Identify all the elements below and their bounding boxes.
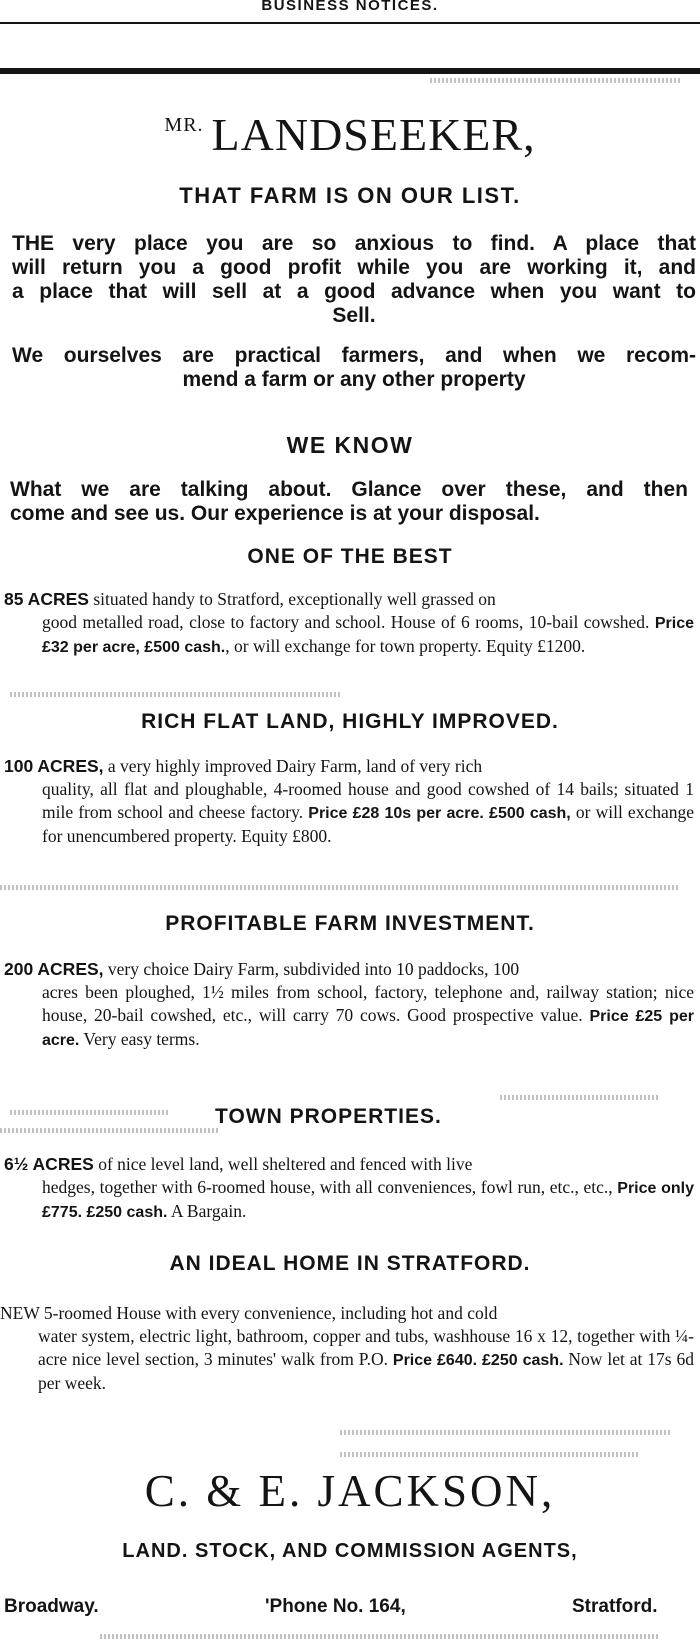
listing-text: a very highly improved Dairy Farm, land of very rich bbox=[103, 756, 483, 776]
page-header-label: BUSINESS NOTICES. bbox=[261, 0, 439, 14]
print-smudge bbox=[10, 692, 340, 697]
listing-price: Price £640. £250 cash. bbox=[392, 1352, 564, 1369]
print-smudge bbox=[0, 885, 680, 890]
listing-heading: TOWN PROPERTIES. bbox=[215, 1105, 442, 1128]
listing-price: Price £28 10s per acre. £500 cash, bbox=[308, 805, 571, 822]
listing-entry bbox=[0, 1302, 694, 1395]
intro-line: will return you a good profit while you are working it, and bbox=[12, 256, 696, 279]
intro-paragraph-3 bbox=[10, 478, 688, 526]
listing-lead: 200 ACRES, bbox=[4, 959, 104, 979]
firm-name: C. & E. JACKSON, bbox=[144, 1466, 556, 1516]
listing-lead: 85 ACRES bbox=[4, 589, 89, 609]
listing-body bbox=[4, 981, 694, 1052]
print-smudge bbox=[500, 1095, 660, 1100]
listing-text: hedges, together with 6-roomed house, with all conveniences, fowl run, etc., etc., bbox=[42, 1177, 618, 1197]
listing-heading: PROFITABLE FARM INVESTMENT. bbox=[165, 912, 535, 935]
listing-lead: 100 ACRES, bbox=[4, 756, 104, 776]
print-smudge bbox=[100, 1634, 660, 1639]
listing-text: A Bargain. bbox=[167, 1201, 247, 1221]
listing-first-line bbox=[4, 958, 694, 981]
address-right: Stratford. bbox=[572, 1596, 658, 1617]
intro-line-last: mend a farm or any other property bbox=[182, 368, 526, 391]
listing-text: , or will exchange for town property. Equity £1200. bbox=[225, 636, 586, 656]
address-left: Broadway. bbox=[4, 1596, 99, 1617]
print-smudge bbox=[340, 1430, 670, 1435]
listing-text: acres been ploughed, 1½ miles from school, factory, telephone and, railway station; nice house, 20-bail cowshed, etc., will carry 70 cows. Good prospective value. bbox=[42, 982, 694, 1025]
print-smudge bbox=[430, 78, 680, 83]
intro-line: We ourselves are practical farmers, and when we recom- bbox=[12, 344, 696, 367]
listing-text: good metalled road, close to factory and school. House of 6 rooms, 10-bail cowshed. bbox=[42, 612, 655, 632]
listing-text: or will exchange for unencumbered property. Equity £800. bbox=[42, 802, 694, 846]
listing-lead: NEW bbox=[0, 1303, 40, 1323]
title-prefix: MR. bbox=[164, 114, 204, 136]
listing-text: very choice Dairy Farm, subdivided into 10 paddocks, 100 bbox=[103, 959, 520, 979]
listing-first-line bbox=[4, 1153, 694, 1176]
listing-entry bbox=[4, 755, 694, 848]
intro-line: THE very place you are so anxious to find. A place that bbox=[12, 232, 696, 255]
listing-body bbox=[4, 778, 694, 848]
listing-first-line bbox=[4, 755, 694, 778]
print-smudge bbox=[340, 1452, 640, 1457]
listing-price: Price £25 per acre. bbox=[42, 1008, 694, 1049]
intro-line-last: Sell. bbox=[332, 304, 376, 327]
intro-line: a place that will sell at a good advance when you want to bbox=[12, 280, 696, 303]
listing-first-line bbox=[4, 588, 694, 611]
listing-text: 5-roomed House with every convenience, including hot and cold bbox=[39, 1303, 498, 1323]
we-know-heading: WE KNOW bbox=[286, 432, 414, 458]
listing-text: of nice level land, well sheltered and fenced with live bbox=[93, 1154, 473, 1174]
listing-heading: ONE OF THE BEST bbox=[247, 545, 453, 568]
top-thick-rule bbox=[0, 68, 700, 74]
intro-line: come and see us. Our experience is at your disposal. bbox=[10, 502, 540, 525]
listing-heading: RICH FLAT LAND, HIGHLY IMPROVED. bbox=[141, 710, 559, 733]
title-name: LANDSEEKER, bbox=[211, 109, 536, 160]
listing-price: Price £32 per acre, £500 cash. bbox=[42, 615, 694, 656]
header-divider bbox=[0, 22, 700, 24]
listing-first-line bbox=[0, 1302, 694, 1325]
print-smudge bbox=[0, 1128, 220, 1133]
listing-body bbox=[0, 1325, 694, 1395]
listing-heading: AN IDEAL HOME IN STRATFORD. bbox=[169, 1252, 531, 1275]
listing-lead: 6½ ACRES bbox=[4, 1154, 94, 1174]
intro-paragraph-2 bbox=[12, 344, 696, 392]
listing-entry bbox=[4, 1153, 694, 1224]
listing-text: Now let at 17s 6d per week. bbox=[38, 1349, 694, 1393]
intro-line: What we are talking about. Glance over these, and then bbox=[10, 478, 688, 501]
listing-body bbox=[4, 611, 694, 659]
listing-entry bbox=[4, 588, 694, 659]
listing-text: quality, all flat and ploughable, 4-roomed house and good cowshed of 14 bails; situated 1 mile from school and cheese factory. bbox=[42, 779, 694, 822]
phone-number: 'Phone No. 164, bbox=[265, 1596, 406, 1617]
firm-business: LAND. STOCK, AND COMMISSION AGENTS, bbox=[122, 1540, 578, 1562]
listing-text: water system, electric light, bathroom, copper and tubs, washhouse 16 x 12, together with ¼-acre nice level section, 3 minutes' walk from P.O. bbox=[38, 1326, 694, 1369]
listing-price: Price only £775. £250 cash. bbox=[42, 1180, 694, 1221]
listing-text: Very easy terms. bbox=[79, 1029, 200, 1049]
listing-body bbox=[4, 1176, 694, 1224]
intro-paragraph-1 bbox=[12, 232, 696, 328]
tagline: THAT FARM IS ON OUR LIST. bbox=[179, 183, 521, 208]
print-smudge bbox=[10, 1110, 170, 1115]
advert-title bbox=[0, 108, 700, 161]
listing-text: situated handy to Stratford, exceptionally well grassed on bbox=[88, 589, 496, 609]
listing-entry bbox=[4, 958, 694, 1052]
